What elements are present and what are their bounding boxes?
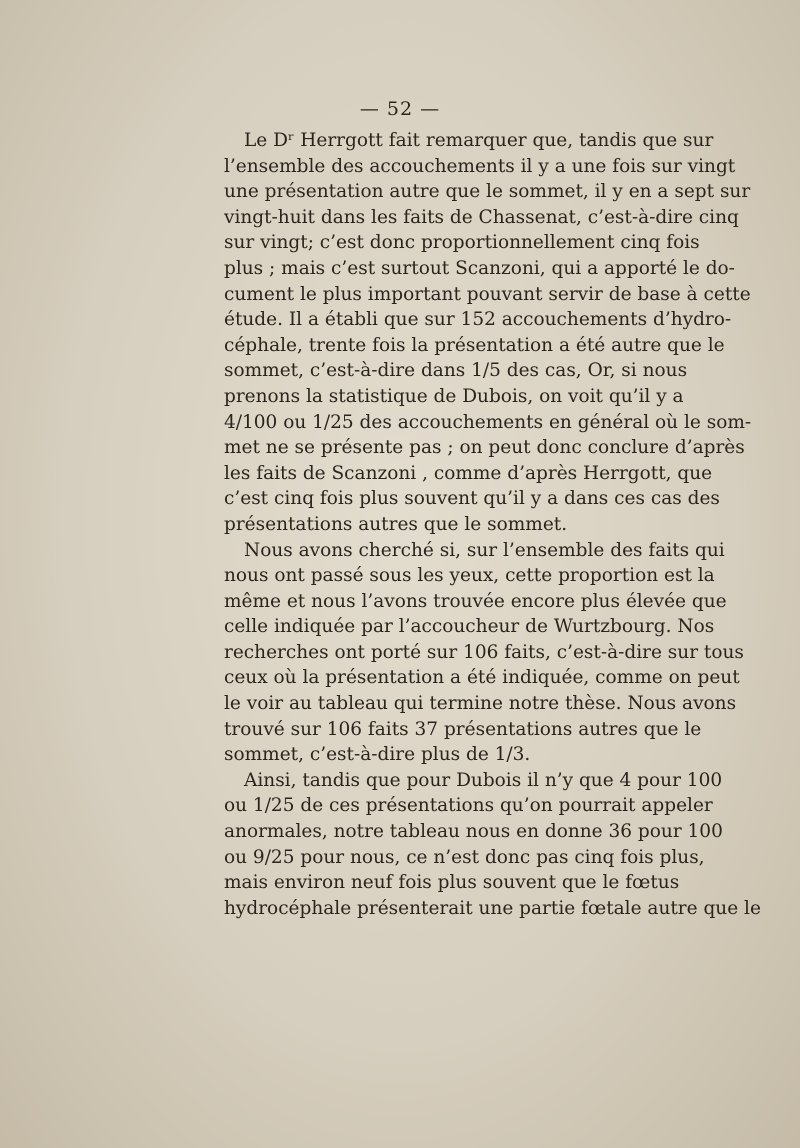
- text-line: sur vingt; c’est donc proportionnellement cinq fois: [224, 232, 700, 254]
- text-line: anormales, notre tableau nous en donne 36 pour 100: [224, 821, 723, 843]
- page-number: — 52 —: [359, 98, 441, 120]
- text-line: sommet, c’est-à-dire plus de 1/3.: [224, 744, 531, 766]
- text-line: mais environ neuf fois plus souvent que le fœtus: [224, 872, 680, 894]
- text-line: 4/100 ou 1/25 des accouchements en général où le som-: [224, 411, 752, 433]
- text-line: hydrocéphale présenterait une partie fœtale autre que le: [224, 897, 761, 919]
- text-line: recherches ont porté sur 106 faits, c’est-à-dire sur tous: [224, 641, 744, 663]
- text-line: celle indiquée par l’accoucheur de Wurtzbourg. Nos: [224, 616, 715, 638]
- text-line: prenons la statistique de Dubois, on voit qu’il y a: [224, 385, 684, 407]
- text-line: ou 9/25 pour nous, ce n’est donc pas cinq fois plus,: [224, 846, 705, 868]
- text-line: étude. Il a établi que sur 152 accouchements d’hydro-: [224, 309, 732, 331]
- text-line: les faits de Scanzoni , comme d’après Herrgott, que: [224, 462, 713, 484]
- text-line: même et nous l’avons trouvée encore plus élevée que: [224, 590, 727, 612]
- text-line: Le Dʳ Herrgott fait remarquer que, tandis que sur: [244, 130, 714, 151]
- text-line: vingt-huit dans les faits de Chassenat, c’est-à-dire cinq: [224, 206, 739, 228]
- text-line: plus ; mais c’est surtout Scanzoni, qui a apporté le do-: [224, 257, 735, 279]
- text-line: ceux où la présentation a été indiquée, comme on peut: [224, 667, 740, 689]
- text-line: ou 1/25 de ces présentations qu’on pourrait appeler: [224, 795, 713, 817]
- text-line: nous ont passé sous les yeux, cette proportion est la: [224, 565, 715, 587]
- text-line: le voir au tableau qui termine notre thèse. Nous avons: [224, 693, 737, 715]
- text-line: met ne se présente pas ; on peut donc conclure d’après: [224, 437, 745, 459]
- text-line: sommet, c’est-à-dire dans 1/5 des cas, Or, si nous: [224, 360, 688, 382]
- text-line: trouvé sur 106 faits 37 présentations autres que le: [224, 718, 702, 740]
- body-text: [224, 128, 761, 921]
- text-line: Nous avons cherché si, sur l’ensemble des faits qui: [244, 539, 725, 561]
- text-line: une présentation autre que le sommet, il y en a sept sur: [224, 181, 751, 203]
- text-line: c’est cinq fois plus souvent qu’il y a dans ces cas des: [224, 488, 720, 510]
- text-line: céphale, trente fois la présentation a été autre que le: [224, 334, 725, 356]
- text-line: Ainsi, tandis que pour Dubois il n’y que 4 pour 100: [244, 769, 723, 791]
- text-line: cument le plus important pouvant servir de base à cette: [224, 283, 751, 305]
- text-line: présentations autres que le sommet.: [224, 513, 568, 535]
- text-line: l’ensemble des accouchements il y a une fois sur vingt: [224, 155, 736, 177]
